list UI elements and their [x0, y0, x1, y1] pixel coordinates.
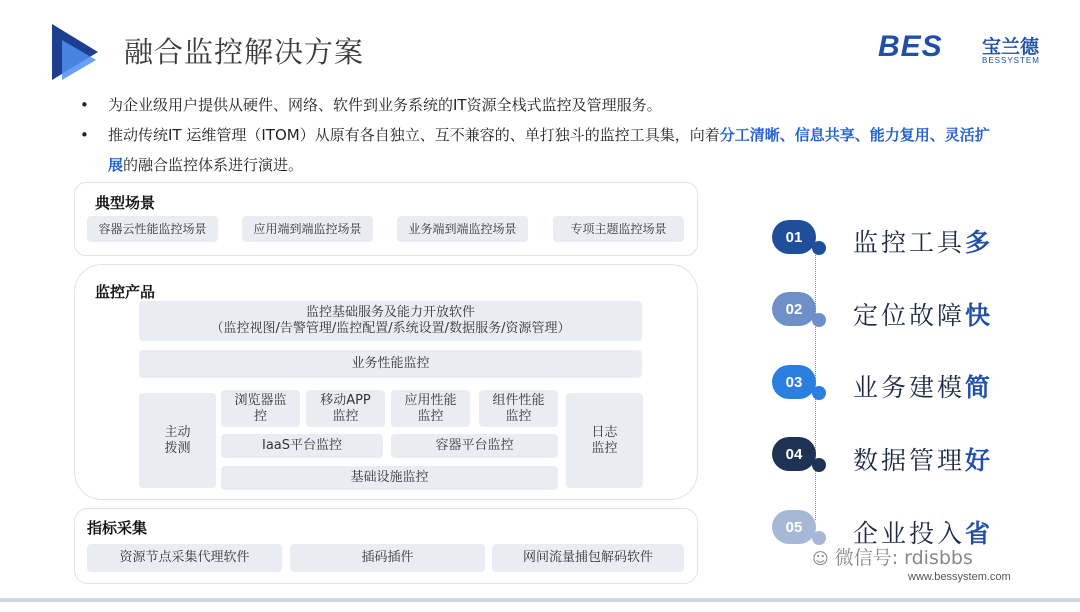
step-label-01: [853, 223, 993, 259]
base-service-line2: （监控视图/告警管理/监控配置/系统设置/数据服务/资源管理）: [210, 321, 571, 336]
step-tail-02: [812, 313, 826, 327]
step-text-04: 数据管理: [853, 446, 966, 475]
step-label-02: [853, 296, 993, 332]
collection-item: 网间流量捕包解码软件: [492, 544, 684, 572]
collection-item: 资源节点采集代理软件: [87, 544, 282, 572]
browser-box: 浏览器监 控: [221, 390, 300, 427]
step-text-05: 企业投入: [853, 519, 966, 548]
step-text-02: 定位故障: [853, 301, 966, 330]
active-probe-box: 主动 拨测: [139, 393, 216, 488]
scenario-item: 业务端到端监控场景: [397, 216, 528, 242]
bullet-2-post: 的融合监控体系进行演进。: [123, 156, 304, 174]
mobile-app-box: 移动APP 监控: [306, 390, 385, 427]
step-tail-03: [812, 386, 826, 400]
wechat-icon: ☺: [812, 549, 829, 568]
app-perf-box: 应用性能 监控: [391, 390, 470, 427]
step-tail-01: [812, 241, 826, 255]
step-badge-02: 02: [772, 292, 816, 326]
base-service-line1: 监控基础服务及能力开放软件: [305, 305, 475, 320]
step-text-01: 监控工具: [853, 228, 966, 257]
step-label-03: [853, 368, 993, 404]
base-service-box: [139, 301, 642, 341]
bullet-2: [80, 120, 1000, 180]
step-strong-03: 简: [965, 373, 994, 402]
page-title: 融合监控解决方案: [124, 35, 365, 69]
bullet-2-highlight: 分工清晰、信息共享、能力复用、灵活扩展: [108, 126, 990, 174]
brand-sub: BESSYSTEM: [982, 56, 1040, 65]
products-title: 监控产品: [95, 283, 156, 301]
step-badge-04: 04: [772, 437, 816, 471]
typical-title: 典型场景: [95, 194, 156, 212]
bullet-2-pre: 推动传统IT 运维管理（ITOM）从原有各自独立、互不兼容的、单打独斗的监控工具集，向着: [108, 126, 720, 144]
container-platform-box: 容器平台监控: [391, 434, 558, 458]
play-logo-icon: [52, 24, 104, 80]
infra-box: 基础设施监控: [221, 466, 558, 490]
step-strong-05: 省: [965, 519, 994, 548]
step-badge-05: 05: [772, 510, 816, 544]
scenario-item: 容器云性能监控场景: [87, 216, 218, 242]
step-text-03: 业务建模: [853, 373, 966, 402]
biz-perf-box: 业务性能监控: [139, 350, 642, 378]
bullet-1: [80, 90, 1000, 120]
iaas-box: IaaS平台监控: [221, 434, 383, 458]
step-badge-01: 01: [772, 220, 816, 254]
bullet-1-text: 为企业级用户提供从硬件、网络、软件到业务系统的IT资源全栈式监控及管理服务。: [108, 96, 662, 114]
brand-latin: BES: [878, 30, 943, 63]
step-label-04: [853, 441, 993, 477]
wechat-id: 微信号: rdisbbs: [834, 547, 973, 569]
step-strong-01: 多: [965, 228, 994, 257]
brand-logo: [878, 30, 1048, 70]
bottom-rule: [0, 598, 1080, 602]
step-badge-03: 03: [772, 365, 816, 399]
step-strong-04: 好: [965, 446, 994, 475]
step-tail-04: [812, 458, 826, 472]
site-url: www.bessystem.com: [908, 571, 1011, 583]
step-strong-02: 快: [965, 301, 994, 330]
bullet-list: [80, 90, 1000, 180]
wechat-watermark: [812, 543, 973, 570]
brand-cn: 宝兰德: [982, 36, 1040, 58]
collection-title: 指标采集: [87, 519, 148, 537]
scenario-item: 专项主题监控场景: [553, 216, 684, 242]
collection-item: 插码插件: [290, 544, 485, 572]
log-box: 日志 监控: [566, 393, 643, 488]
component-perf-box: 组件性能 监控: [479, 390, 558, 427]
scenario-item: 应用端到端监控场景: [242, 216, 373, 242]
